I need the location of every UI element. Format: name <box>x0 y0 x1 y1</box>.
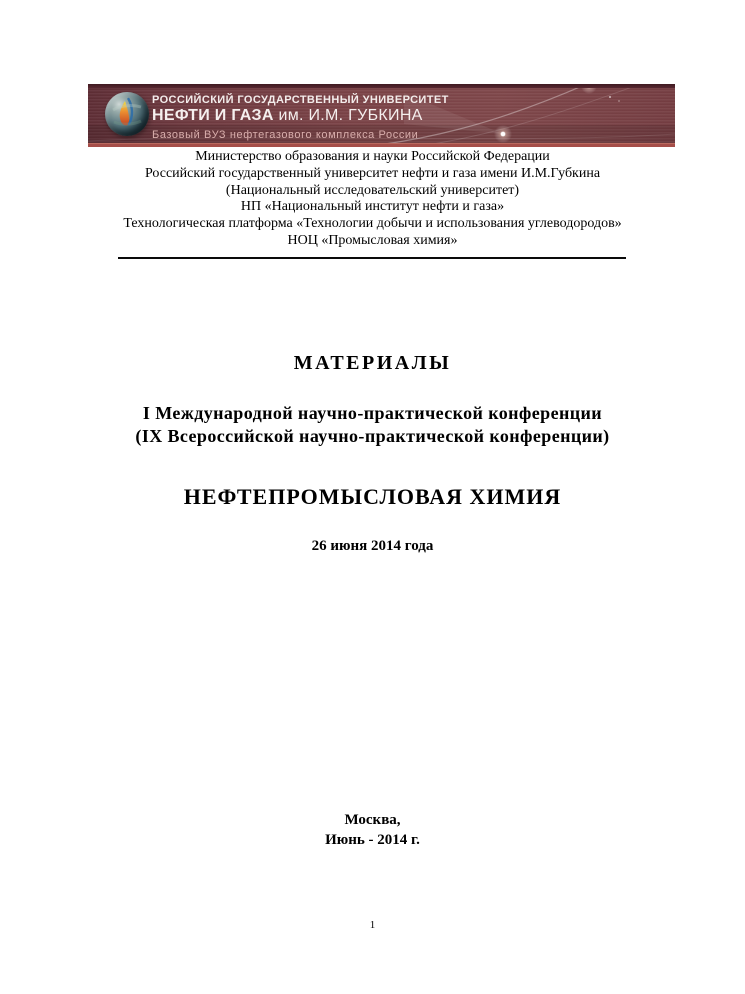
banner-tagline: Базовый ВУЗ нефтегазового комплекса России <box>152 129 419 141</box>
imprint-date: Июнь - 2014 г. <box>325 832 420 848</box>
conference-name-line2: (IX Всероссийской научно-практической конференции) <box>135 426 610 446</box>
banner-top-strip <box>88 84 675 88</box>
institution-line-platform: Технологическая платформа «Технологии добычи и использования углеводородов» <box>123 216 622 232</box>
banner-university-name-line1: РОССИЙСКИЙ ГОСУДАРСТВЕННЫЙ УНИВЕРСИТЕТ <box>152 94 449 106</box>
page-number: 1 <box>369 919 376 931</box>
institution-block <box>0 149 745 250</box>
conference-date: 26 июня 2014 года <box>311 538 434 554</box>
main-title: МАТЕРИАЛЫ <box>293 352 452 374</box>
banner-bottom-strip <box>88 143 675 147</box>
imprint-city: Москва, <box>344 812 401 828</box>
university-banner <box>88 84 675 147</box>
institution-line-ministry: Министерство образования и науки Российской Федерации <box>195 149 550 164</box>
conference-name-line1: I Международной научно-практической конференции <box>142 403 603 423</box>
institution-line-np: НП «Национальный институт нефти и газа» <box>240 199 505 215</box>
institution-line-university: Российский государственный университет нефти и газа имени И.М.Губкина <box>144 165 601 181</box>
banner-university-name-line2 <box>152 107 512 125</box>
conference-subject-title: НЕФТЕПРОМЫСЛОВАЯ ХИМИЯ <box>183 484 562 509</box>
institution-line-national: (Национальный исследовательский университет) <box>225 182 520 198</box>
university-globe-logo-icon <box>105 92 149 136</box>
institution-line-noc: НОЦ «Промысловая химия» <box>287 232 458 248</box>
banner-university-name-bold: НЕФТИ И ГАЗА <box>152 107 274 124</box>
banner-text-block <box>152 94 512 141</box>
header-divider-line <box>118 257 626 259</box>
imprint-block <box>0 810 745 850</box>
conference-name-block <box>0 402 745 448</box>
banner-university-name-rest: им. И.М. ГУБКИНА <box>273 107 423 124</box>
